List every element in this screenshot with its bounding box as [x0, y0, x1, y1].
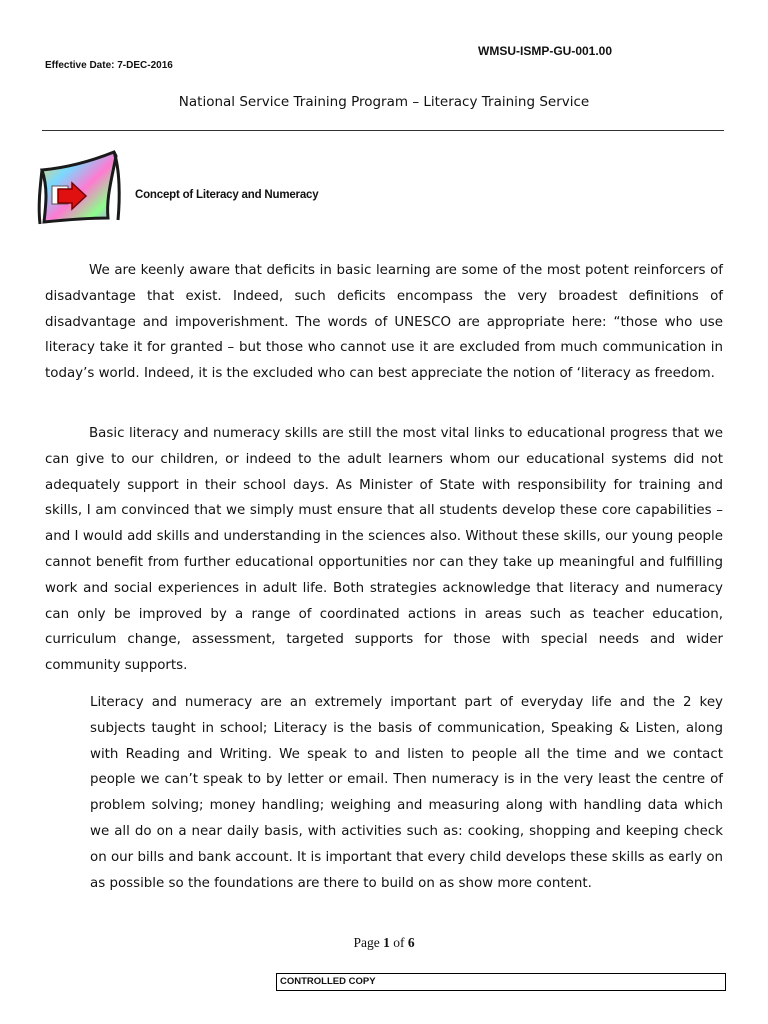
section-title: Concept of Literacy and Numeracy	[135, 189, 319, 201]
paragraph-text: We are keenly aware that deficits in basic learning are some of the most potent reinforcers of disadvantage that exist. Indeed, such deficits encompass the very broadest definitions of disadvantage and impoverishment. The words of UNESCO are appropriate here: “those who use literacy take it for granted – but those who cannot use it are excluded from much communication in today’s world. Indeed, it is the excluded who can best appreciate the notion of ‘literacy as freedom.	[45, 263, 723, 382]
page-title: National Service Training Program – Literacy Training Service	[178, 94, 590, 110]
page-prefix: Page	[353, 935, 384, 950]
paragraph-2	[45, 421, 723, 679]
page-current: 1	[383, 935, 390, 950]
paragraph-text: Basic literacy and numeracy skills are still the most vital links to educational progress that we can give to our children, or indeed to the adult learners whom our educational systems did not adequately support in their school days. As Minister of State with responsibility for training and skills, I am convinced that we simply must ensure that all students develop these core capabilities – and I would add skills and understanding in the sciences also. Without these skills, our young people cannot benefit from further educational opportunities nor can they take up meaningful and fulfilling work and social experiences in adult life. Both strategies acknowledge that literacy and numeracy can only be improved by a range of coordinated actions in areas such as teacher education, curriculum change, assessment, targeted supports for those with special needs and wider community supports.	[45, 426, 723, 674]
paragraph-text: Literacy and numeracy are an extremely important part of everyday life and the 2 key subjects taught in school; Literacy is the basis of communication, Speaking & Listen, along with Reading and Writing. We speak to and listen to people all the time and we contact people we can’t speak to by letter or email. Then numeracy is in the very least the centre of problem solving; money handling; weighing and measuring along with handling data which we all do on a near daily basis, with activities such as: cooking, shopping and keeping check on our bills and bank account. It is important that every child develops these skills as early on as possible so the foundations are there to build on as show more content.	[90, 695, 723, 891]
paragraph-1	[45, 258, 723, 387]
document-code: WMSU-ISMP-GU-001.00	[478, 44, 613, 58]
page-total: 6	[407, 935, 415, 950]
effective-date: Effective Date: 7-DEC-2016	[45, 60, 173, 71]
paragraph-3	[90, 690, 723, 896]
controlled-copy-box	[276, 973, 726, 991]
controlled-copy-label: CONTROLLED COPY	[280, 976, 376, 987]
arrow-banner-icon	[34, 148, 124, 226]
page-of: of	[389, 935, 408, 950]
header-divider	[42, 130, 724, 131]
page-number	[0, 935, 768, 951]
